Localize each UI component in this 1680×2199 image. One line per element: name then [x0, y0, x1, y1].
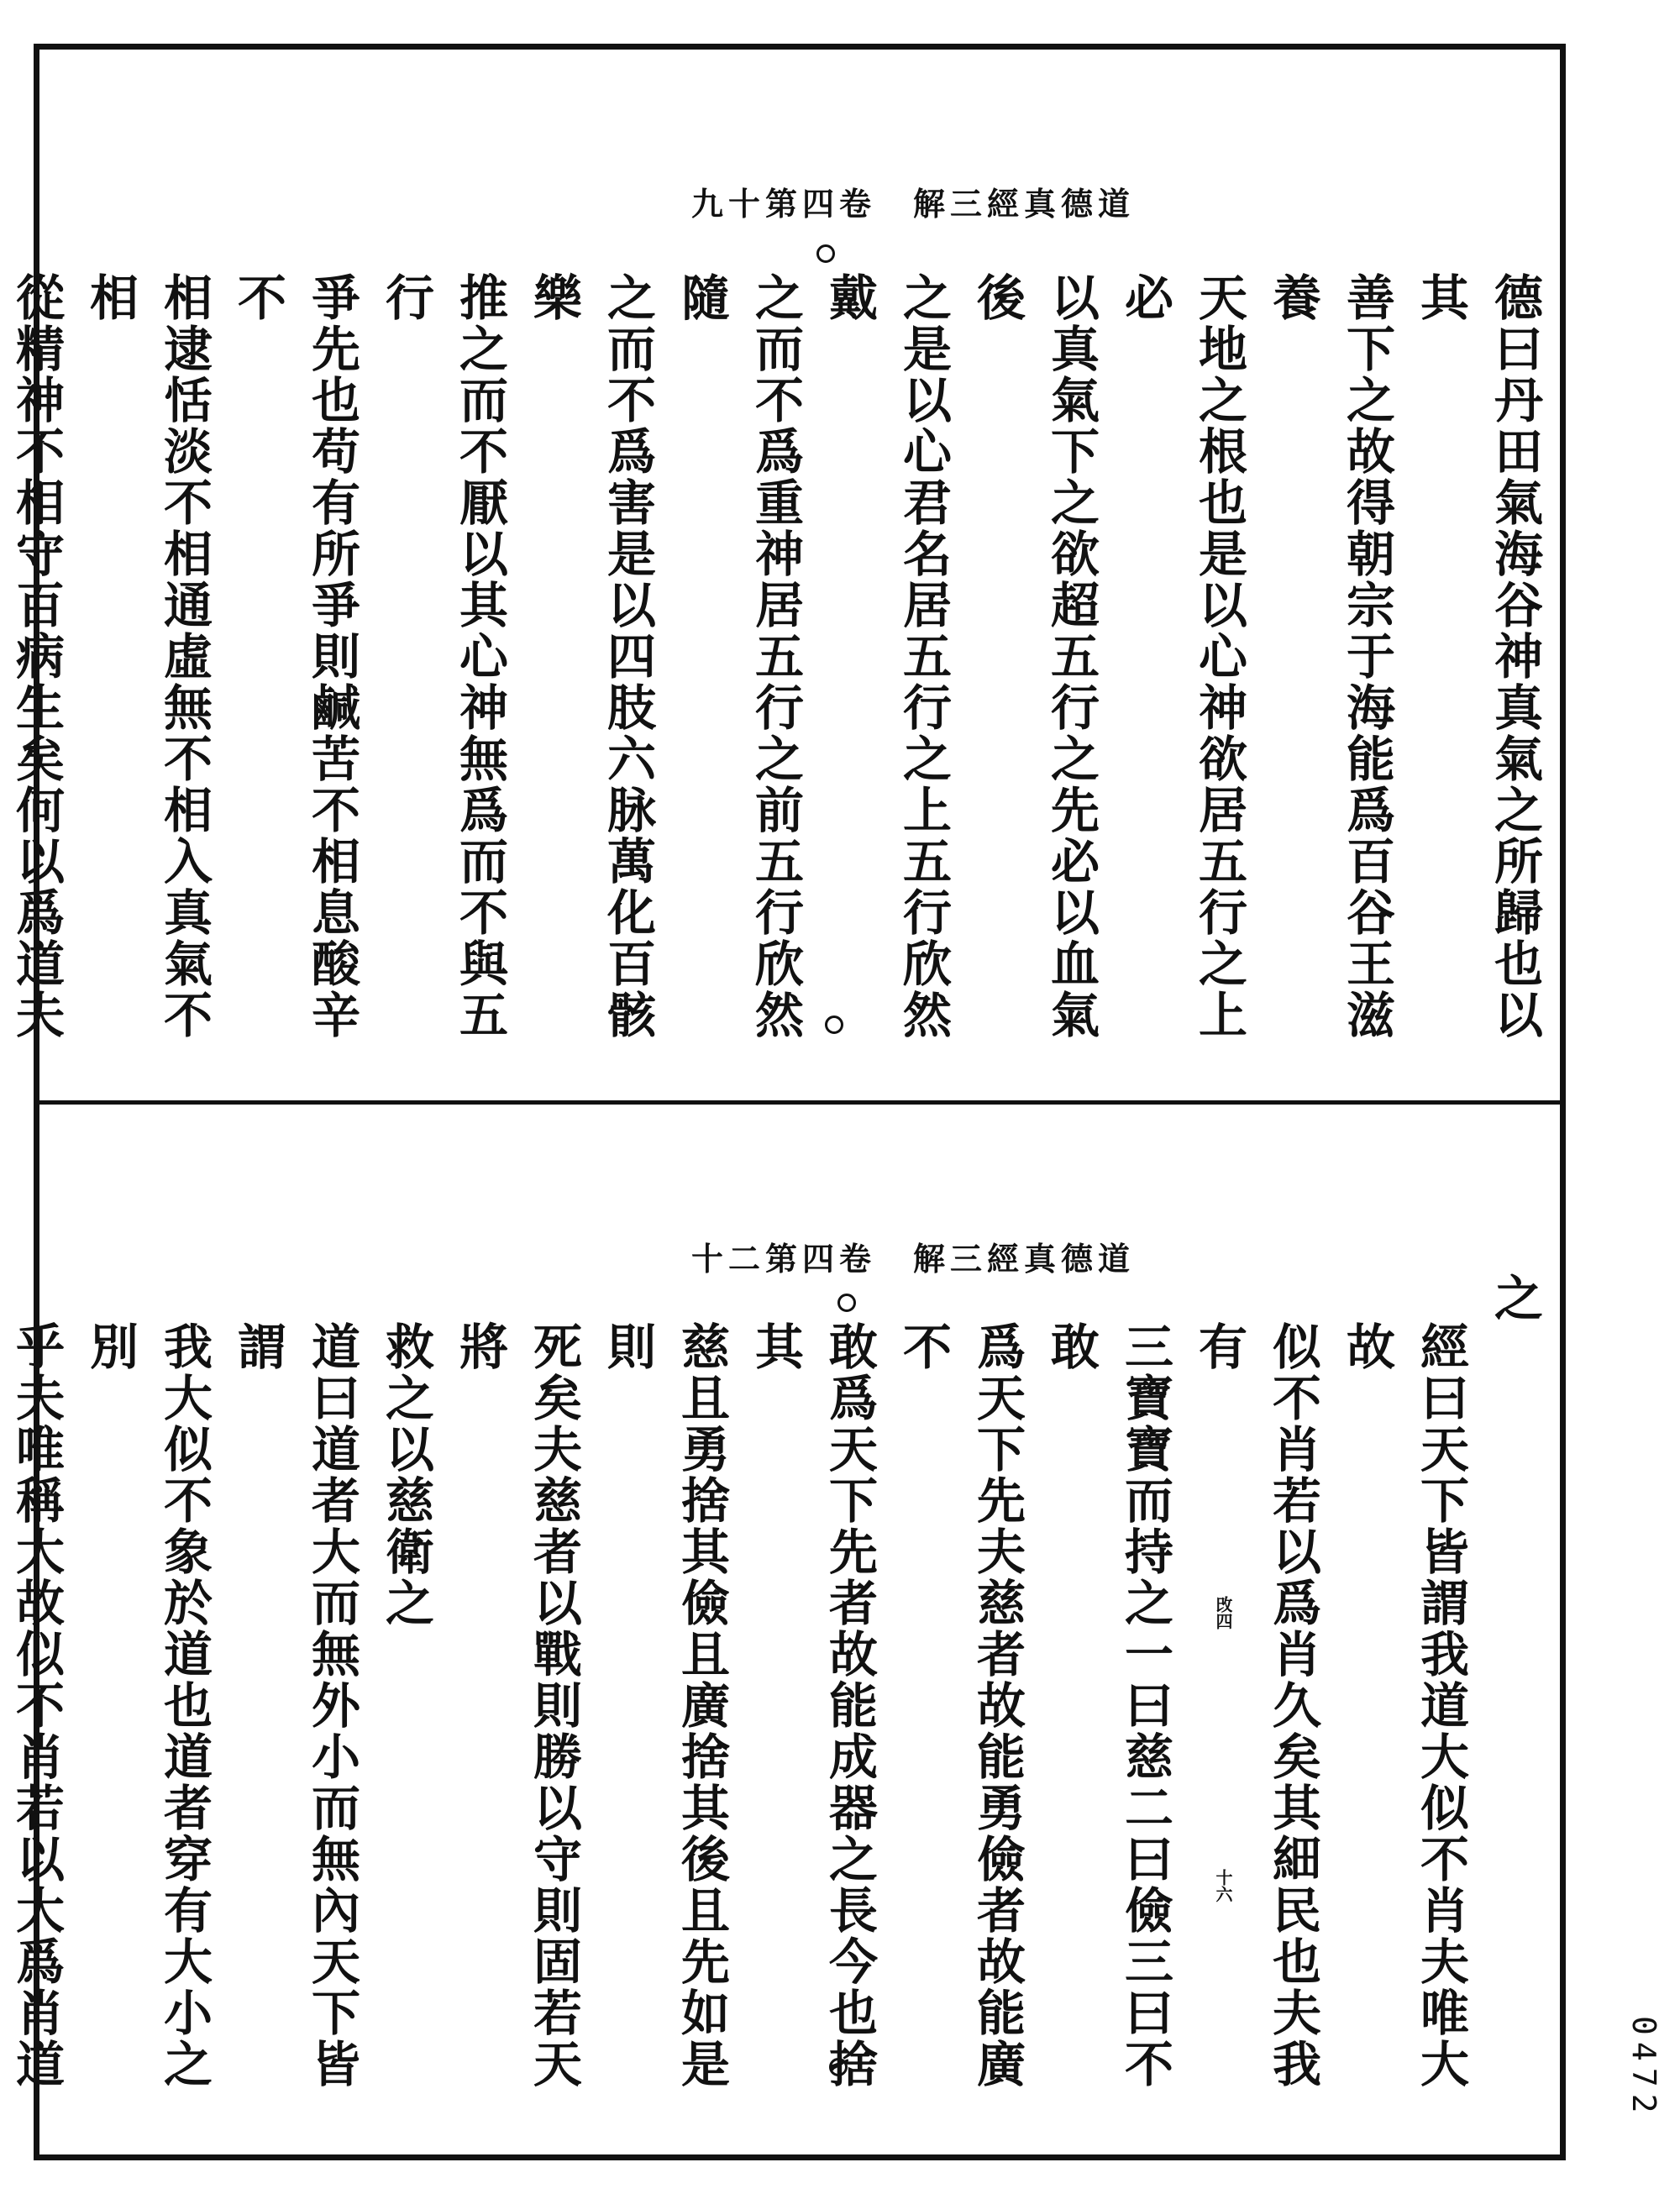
margin-note: 十六	[1213, 1869, 1233, 1902]
upper-page-header: 九十第四卷 解三經真德道	[690, 184, 1135, 223]
text-column: 我大似不象於道也道者穿有大小之別	[81, 1321, 213, 2090]
text-column: 死矣夫慈者以戰則勝以守則固若天將	[451, 1321, 582, 2090]
text-column: 推之而不厭以其心神無爲而不與五行	[377, 272, 508, 1041]
text-column: 之是以心君名居五行之上五行欣然戴	[821, 272, 952, 1041]
page-number: 0472	[1625, 2016, 1662, 2120]
text-column: 爭先也苟有所爭則鹹苦不相息酸辛不	[229, 272, 360, 1041]
section-circle-mark	[825, 1016, 843, 1034]
upper-page-text	[8, 272, 1551, 1079]
section-circle-mark	[837, 1294, 856, 1312]
text-column: 從精神不相守百病生矣何以爲道夫	[8, 272, 65, 1041]
text-column: 乎夫唯稱大故似不肖若以大爲肖道	[8, 1321, 65, 2090]
text-column: 相逮恬淡不相通虛無不相入真氣不相	[81, 272, 213, 1041]
text-column: 道曰道者大而無外小而無內天下皆謂	[229, 1321, 360, 2090]
text-column: 天地之根也是以心神欲居五行之上必	[1116, 272, 1247, 1041]
text-column: 救之以慈衛之	[377, 1321, 434, 1629]
text-column: 敢爲天下先者故能成器之長今也捨其	[747, 1321, 878, 2090]
text-column: 之而不爲重神居五行之前五行欣然隨	[673, 272, 804, 1041]
lower-page-header: 十二第四卷 解三經真德道	[690, 1239, 1135, 1278]
text-column: 之	[1486, 1273, 1543, 1324]
section-circle-mark	[829, 2058, 848, 2076]
text-column: 似不肖若以爲肖久矣其細民也夫我有	[1190, 1321, 1321, 2090]
text-column: 德曰丹田氣海谷神真氣之所歸也以其	[1412, 272, 1543, 1041]
section-circle-mark	[816, 244, 835, 263]
text-column: 善下之故得朝宗于海能爲百谷王滋養	[1264, 272, 1395, 1041]
upper-page	[8, 50, 1560, 1100]
text-column: 之而不爲害是以四肢六脉萬化百骸樂	[525, 272, 656, 1041]
text-column: 爲天下先夫慈者故能勇儉者故能廣不	[895, 1321, 1026, 2090]
lower-page-text	[8, 1273, 1551, 2129]
lower-page	[8, 1105, 1560, 2154]
text-column: 以真氣下之欲超五行之先必以血氣後	[969, 272, 1100, 1041]
text-column: 三寶寶而持之一曰慈二曰儉三曰不敢	[1042, 1321, 1173, 2090]
text-column: 慈且勇捨其儉且廣捨其後且先如是則	[599, 1321, 730, 2090]
margin-note: 攺四	[1213, 1596, 1233, 1630]
text-column: 經曰天下皆謂我道大似不肖夫唯大故	[1338, 1321, 1469, 2090]
